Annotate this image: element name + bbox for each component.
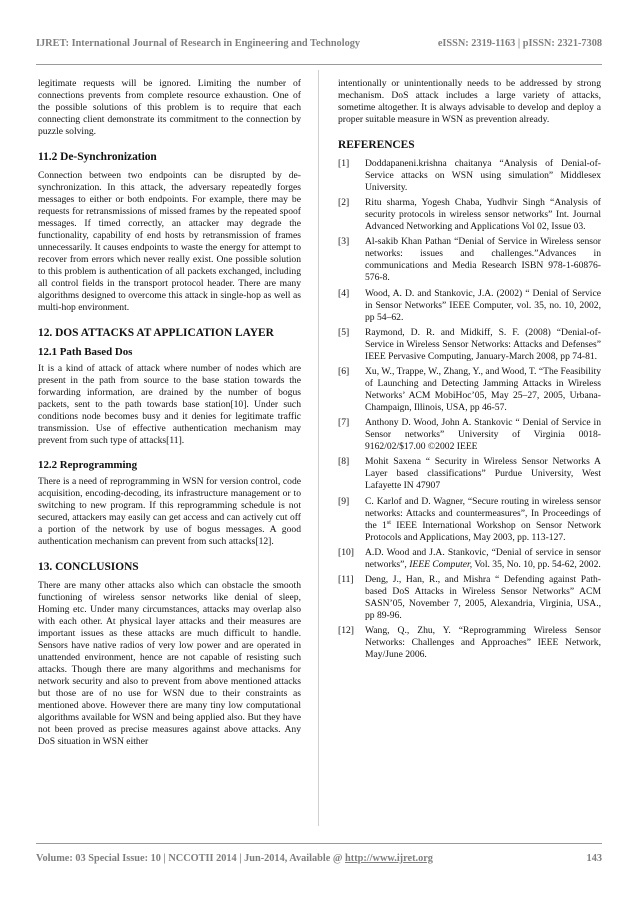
path-dos-paragraph: It is a kind of attack of attack where number of nodes which are present in the path from source to the base station towards the forwarding information, are drained by the number of bogus packets, sent to the path towards base station[10]. Under such conditions node becomes busy and it denies for legitimate traffic transmission. Use of effective authentication mechanism may prevent from such type of attacks[11]. xyxy=(38,363,301,446)
reference-item xyxy=(338,236,601,284)
volume-info: Volume: 03 Special Issue: 10 | NCCOTII 2014 | Jun-2014, Available @ xyxy=(36,853,346,864)
reference-text: Raymond, D. R. and Midkiff, S. F. (2008) “Denial-of-Service in Wireless Sensor Networks: Attacks and Defenses” IEEE Pervasive Computing, January-March 2008, pp 74-81. xyxy=(365,326,601,362)
reference-item xyxy=(338,547,601,571)
reference-number: [10] xyxy=(338,546,354,558)
footer-volume xyxy=(36,853,433,864)
conclusion-continued: intentionally or unintentionally needs to be addressed by strong mechanism. DoS attack includes a large variety of attacks, sometime altogether. It is always advisable to develop and deploy a proper suitable measure in WSN as prevention already. xyxy=(338,78,601,125)
reference-item xyxy=(338,327,601,363)
reference-text xyxy=(365,496,601,544)
column-divider xyxy=(318,70,319,826)
reference-text-part: Vol. 35, No. 10, pp. 54-62, 2002. xyxy=(472,558,601,570)
reference-number: [9] xyxy=(338,495,350,507)
reference-number: [8] xyxy=(338,456,350,468)
heading-dos-attacks: 12. DOS ATTACKS AT APPLICATION LAYER xyxy=(38,327,274,339)
reference-text: Wood, A. D. and Stankovic, J.A. (2002) “ Denial of Service in Sensor Networks” IEEE Computer, vol. 35, no. 10, 2002, pp 54–62. xyxy=(365,287,601,323)
header-rule xyxy=(36,64,602,65)
reference-item xyxy=(338,417,601,453)
desync-paragraph: Connection between two endpoints can be disrupted by de-synchronization. In this attack, the adversary repeatedly forges messages to either or both endpoints. For example, there may be requests for retransmissions of missed frames by the repeated spoof messages. If timed correctly, an attacker may degrade the functionality, capability of end hosts by retransmission of frames unnecessarily. It causes endpoints to waste the energy for attempt to recover from errors which never really exist. One possible solution to this problem is authentication of all packets exchanged, including all control fields in the transport protocol header. There are many algorithms designed to overcome this attack in single-hop as well as multi-hop environment. xyxy=(38,170,301,313)
journal-name: IEEE Computer, xyxy=(409,558,473,570)
reference-text-part: A.D. Wood and J.A. Stankovic, “Denial of service in sensor networks”, xyxy=(365,546,601,570)
reference-text xyxy=(365,547,601,571)
reference-item xyxy=(338,625,601,661)
reference-number: [4] xyxy=(338,287,350,299)
journal-title: IJRET: International Journal of Research in Engineering and Technology xyxy=(36,38,361,49)
reference-item xyxy=(338,197,601,233)
reference-text: Doddapaneni.krishna chaitanya “Analysis of Denial-of-Service attacks on WSN using simulation” Middlesex University. xyxy=(365,158,601,193)
heading-desynchronization: 11.2 De-Synchronization xyxy=(38,151,157,163)
reference-number: [3] xyxy=(338,236,350,248)
issn-info: eISSN: 2319-1163 | pISSN: 2321-7308 xyxy=(437,38,602,49)
reference-item xyxy=(338,496,601,544)
conclusions-paragraph: There are many other attacks also which can obstacle the smooth functioning of wireless sensor networks like denial of sleep, Homing etc. Under many circumstances, attacks may overlap also with each other. At physical layer attacks and their measures are important issues as these attacks are much difficult to handle. Sensors have native radios of very low power and are operated in unattended environment, hence are not capable of resisting such attacks. Though there are many algorithms and mechanisms for network security and also to prevent from above mentioned attacks but those are of no use for WSN due to their constraints as mentioned above. However there are many tiny low computational algorithms available for WSN and being applied also. But they have not been proved as precise measures against above attacks. Any DoS situation in WSN either xyxy=(38,580,301,747)
reference-item xyxy=(338,288,601,324)
footer-rule xyxy=(36,843,602,844)
running-footer xyxy=(36,853,602,864)
reference-number: [1] xyxy=(338,158,350,169)
reference-item xyxy=(338,456,601,492)
running-header xyxy=(36,38,602,49)
reference-number: [12] xyxy=(338,625,354,637)
reference-text: Xu, W., Trappe, W., Zhang, Y., and Wood, T. “The Feasibility of Launching and Detecting Jamming Attacks in Wireless Networks’ ACM MobiHoc’05, May 25–27, 2005, Urbana-Champaign, Illinois, USA, pp 46-57. xyxy=(365,365,601,413)
superscript: st xyxy=(386,519,391,526)
reference-text-part: C. Karlof and D. Wagner, “Secure routing in wireless sensor networks: Attacks and countermeasures”, In Proceedings of the 1 xyxy=(365,495,601,531)
reference-item xyxy=(338,574,601,622)
reference-number: [6] xyxy=(338,365,350,377)
reference-text: Al-sakib Khan Pathan “Denial of Service in Wireless sensor networks: issues and challenges.”Advances in communications and Media Research ISBN 978-1-60876-576-8. xyxy=(365,236,601,284)
reference-item xyxy=(338,366,601,414)
reference-text: Anthony D. Wood, John A. Stankovic “ Denial of Service in Sensor networks” University of Virginia 0018-9162/02/$17.00 ©2002 IEEE xyxy=(365,417,601,453)
reference-number: [2] xyxy=(338,197,350,209)
reference-number: [5] xyxy=(338,326,350,338)
reprogramming-paragraph: There is a need of reprogramming in WSN for version control, code acquisition, encoding-decoding, its infrastructure management or to switching to new program. If this reprogramming schedule is not secured, attackers may easily can get access and can actively cut off a portion of the network by use of bogus messages. A good authentication mechanism can prevent from such attacks[12]. xyxy=(38,476,301,547)
heading-conclusions: 13. CONCLUSIONS xyxy=(38,561,139,573)
heading-reprogramming: 12.2 Reprogramming xyxy=(38,459,138,471)
reference-text-part: IEEE International Workshop on Sensor Network Protocols and Applications, May 2003, pp. 113-127. xyxy=(365,519,601,543)
reference-number: [11] xyxy=(338,573,354,585)
heading-path-based-dos: 12.1 Path Based Dos xyxy=(38,346,133,358)
left-column xyxy=(38,78,301,748)
reference-text: Deng, J., Han, R., and Mishra “ Defending against Path-based DoS Attacks in Wireless Sensor Networks” ACM SASN’05, November 7, 2005, Alexandria, Virginia, USA., pp 89-96. xyxy=(365,573,601,621)
reference-item xyxy=(338,158,601,194)
reference-number: [7] xyxy=(338,417,350,429)
reference-text: Ritu sharma, Yogesh Chaba, Yudhvir Singh “Analysis of security protocols in wireless sensor networks” Int. Journal Advanced Networking and Applications Vol 02, Issue 03. xyxy=(365,197,601,233)
page-number: 143 xyxy=(586,853,602,864)
heading-references: REFERENCES xyxy=(338,139,415,151)
reference-list xyxy=(338,158,601,661)
intro-paragraph: legitimate requests will be ignored. Limiting the number of connections prevents from complete resource exhaustion. One of the possible solutions of this problem is to require that each connecting client demonstrate its commitment to the connection by puzzle solving. xyxy=(38,78,301,137)
reference-text: Wang, Q., Zhu, Y. “Reprogramming Wireless Sensor Networks: Challenges and Approaches” IEEE Network, May/June 2006. xyxy=(365,625,601,661)
journal-link[interactable]: http://www.ijret.org xyxy=(345,853,433,864)
right-column xyxy=(338,78,601,664)
reference-text: Mohit Saxena “ Security in Wireless Sensor Networks A Layer based classifications” Purdue University, West Lafayette IN 47907 xyxy=(365,456,601,492)
